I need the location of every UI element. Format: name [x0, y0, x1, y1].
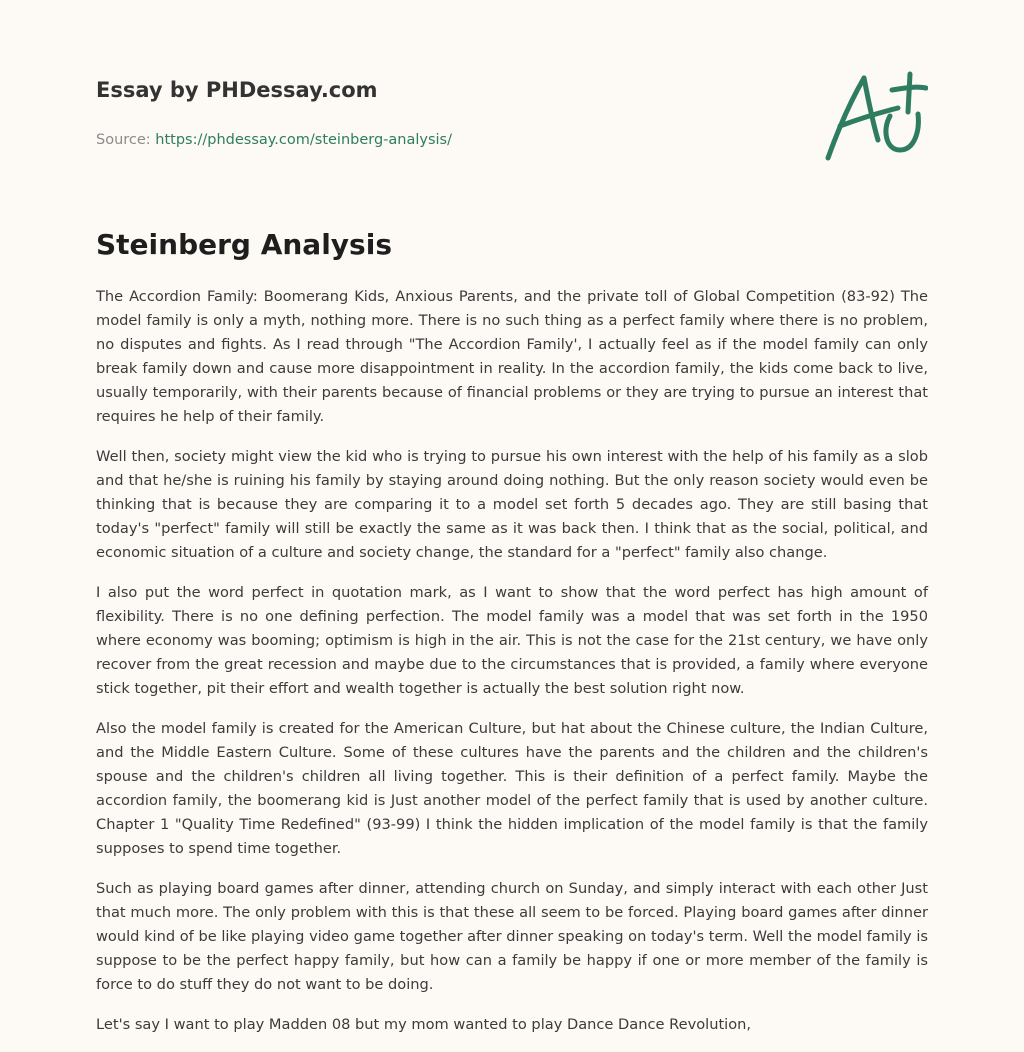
essay-paragraph: Such as playing board games after dinner, attending church on Sunday, and simply interact with each other Just that much more. The only problem with this is that these all seem to be forced. Playing board games after dinner would kind of be like playing video game together after dinner speaking on today's term. Well the model family is suppose to be the perfect happy family, but how can a family be happy if one or more member of the family is force to do stuff they do not want to be doing. — [96, 880, 928, 993]
source-line — [96, 131, 928, 149]
site-brand: Essay by PHDessay.com — [96, 78, 378, 102]
essay-title: Steinberg Analysis — [96, 228, 392, 261]
essay-body — [96, 285, 928, 1052]
source-link[interactable]: https://phdessay.com/steinberg-analysis/ — [155, 132, 453, 148]
essay-paragraph: Let's say I want to play Madden 08 but my mom wanted to play Dance Dance Revolution, — [96, 1016, 752, 1033]
essay-paragraph: I also put the word perfect in quotation mark, as I want to show that the word perfect has high amount of flexibility. There is no one defining perfection. The model family was a model that was set forth in the 1950 where economy was booming; optimism is high in the air. This is not the case for the 21st century, we have only recover from the great recession and maybe due to the circumstances that is provided, a family where everyone stick together, pit their effort and wealth together is actually the best solution right now. — [96, 584, 928, 697]
a-plus-logo-icon — [820, 68, 928, 166]
source-label: Source: — [96, 132, 151, 148]
essay-paragraph: The Accordion Family: Boomerang Kids, Anxious Parents, and the private toll of Global Competition (83-92) The model family is only a myth, nothing more. There is no such thing as a perfect family where there is no problem, no disputes and fights. As I read through "The Accordion Family', I actually feel as if the model family can only break family down and cause more disappointment in reality. In the accordion family, the kids come back to live, usually temporarily, with their parents because of financial problems or they are trying to pursue an interest that requires he help of their family. — [96, 288, 928, 425]
essay-paragraph: Well then, society might view the kid who is trying to pursue his own interest with the help of his family as a slob and that he/she is ruining his family by staying around doing nothing. But the only reason society would even be thinking that is because they are comparing it to a model set forth 5 decades ago. They are still basing that today's "perfect" family will still be exactly the same as it was back then. I think that as the social, political, and economic situation of a culture and society change, the standard for a "perfect" family also change. — [96, 448, 928, 561]
essay-header — [96, 76, 928, 186]
essay-paragraph: Also the model family is created for the American Culture, but hat about the Chinese culture, the Indian Culture, and the Middle Eastern Culture. Some of these cultures have the parents and the children and the children's spouse and the children's children all living together. This is their definition of a perfect family. Maybe the accordion family, the boomerang kid is Just another model of the perfect family that is used by another culture. Chapter 1 "Quality Time Redefined" (93-99) I think the hidden implication of the model family is that the family supposes to spend time together. — [96, 720, 928, 857]
